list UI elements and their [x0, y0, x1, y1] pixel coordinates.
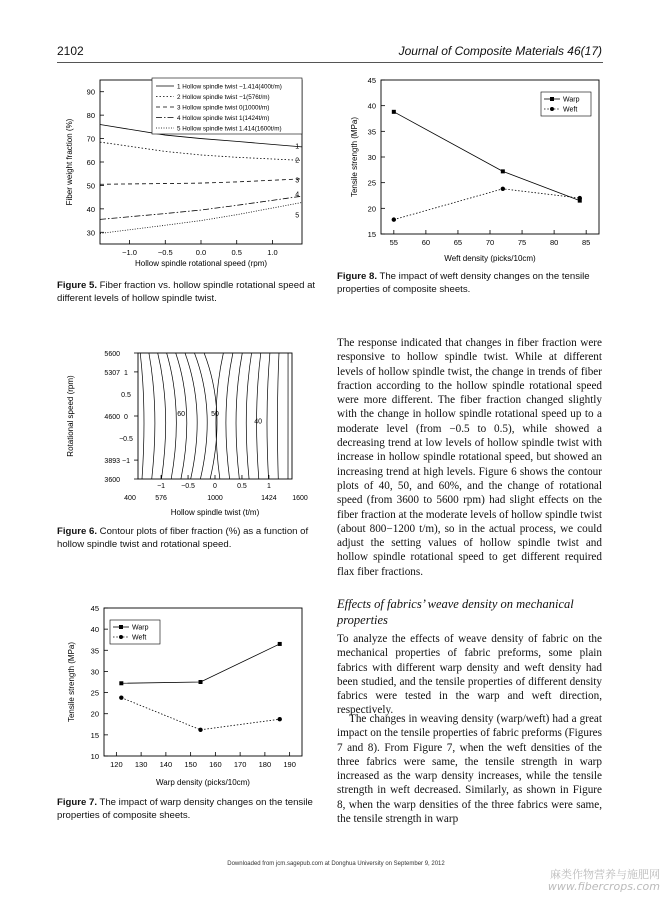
fig7-legend-marker — [119, 625, 123, 629]
fig7-caption-label: Figure 7. — [57, 797, 97, 808]
download-note: Downloaded from jcm.sagepub.com at Donghua University on September 9, 2012 — [227, 861, 445, 867]
fig6-xtick-inner-label: 1 — [266, 483, 271, 490]
fig6-xtick-outer-label: 400 — [124, 495, 136, 502]
fig7-caption — [57, 796, 322, 822]
fig6-contour-line — [140, 353, 144, 479]
fig5-ytick-label: 90 — [86, 87, 95, 97]
figure-7-chart — [60, 598, 320, 793]
fig7-point-warp — [119, 681, 123, 685]
fig5-xtick-label: −1.0 — [122, 248, 137, 257]
fig5-ytick-label: 50 — [86, 181, 95, 191]
paragraph-2: To analyze the effects of weave density of fabric on the mechanical properties of fabric preforms, some plain fabrics with different warp density and weft density had been studied, and the tensile properties of different density fabrics were tested in the warp and weft direction, respectively. — [337, 633, 602, 717]
fig6-xtick-outer-label: 576 — [155, 495, 167, 502]
fig5-xtick-label: 0.5 — [231, 248, 242, 257]
fig7-series-warp — [121, 644, 279, 683]
fig8-ytick-label: 25 — [367, 178, 376, 188]
fig7-caption-text: The impact of warp density changes on the tensile properties of composite sheets. — [57, 797, 313, 821]
fig7-ylabel: Tensile strength (MPa) — [67, 641, 76, 723]
fig6-caption-label: Figure 6. — [57, 526, 97, 537]
fig7-ytick-label: 20 — [90, 709, 99, 719]
fig6-xtick-inner-label: 0 — [213, 483, 217, 490]
fig8-series-weft — [394, 189, 580, 220]
fig6-contour-label-50: 50 — [211, 411, 219, 418]
fig7-ytick-label: 25 — [90, 688, 99, 698]
fig5-ytick-label: 60 — [86, 158, 95, 167]
fig6-contour-line — [167, 353, 177, 479]
fig6-contour-line — [246, 353, 251, 479]
fig6-ytick-inner-label: −0.5 — [119, 436, 133, 444]
fig8-ytick-label: 45 — [367, 76, 376, 85]
fig5-ytick-label: 40 — [86, 204, 95, 214]
fig7-point-weft — [119, 695, 123, 699]
fig6-contour-line — [149, 353, 155, 479]
journal-title: Journal of Composite Materials 46(17) — [398, 44, 602, 58]
fig7-xtick-label: 160 — [209, 760, 222, 769]
fig5-curve-3 — [100, 179, 302, 184]
paragraph-1: The response indicated that changes in fiber fraction were responsive to hollow spindle twist. While at different levels of hollow spindle twist, the change in trends of fiber fraction according to the hollow spindle rotational speed were more different. The fiber fraction changed slightly with the change in hollow spindle rotational speed up to a moderate level (from −0.5 to 0.5), while showed a decreasing trend at low levels of hollow spindle twist with increase in hollow spindle rotational speed, but showed an increasing trend at high levels. Figure 6 shows the contour plots of 40, 50, and 60%, and the change of rotational speed (from 3600 to 5600 rpm) had slight effects on the fiber fraction at the moderate levels of hollow spindle twist (about 800−1200 t/m), so in the actual process, we could adjust the setting values of hollow spindle twist and hollow spindle rotational speed to get different required flax fiber fractions. — [337, 337, 603, 578]
fig5-xtick-label: 1.0 — [267, 248, 278, 257]
fig5-legend-item-3: 3 Hollow spindle twist 0(1000t/m) — [177, 104, 270, 112]
fig5-ylabel: Fiber weight fraction (%) — [65, 118, 74, 206]
fig6-xtick-inner-label: −1 — [157, 483, 166, 490]
fig5-caption — [57, 279, 322, 305]
figure-6-chart — [60, 340, 320, 520]
fig7-xtick-label: 120 — [110, 760, 123, 769]
fig8-ytick-label: 20 — [367, 204, 376, 214]
section-heading: Effects of fabrics’ weave density on mechanical properties — [337, 597, 574, 627]
fig6-xtick-inner-label: 0.5 — [237, 483, 247, 490]
fig5-xtick-label: −0.5 — [157, 248, 173, 257]
fig7-xtick-label: 180 — [258, 760, 272, 769]
fig7-ytick-label: 10 — [90, 752, 99, 761]
fig8-point-weft — [501, 187, 505, 191]
fig5-legend-item-4: 4 Hollow spindle twist 1(1424t/m) — [177, 115, 270, 122]
fig5-xtick-label: 0.0 — [195, 248, 207, 257]
paragraph-3: The changes in weaving density (warp/weft) had a great impact on the tensile properties of fabric preforms (Figures 7 and 8). From Figure 7, when the weft densities of the three fabrics were same, the tensile strength in warp increased as the warp density increases, while the tensile strength in weft decreased. Similarly, as shown in Figure 8, when the warp densities of the three fabrics were same, the tensile strength in warp — [337, 713, 602, 826]
fig6-xtick-outer-label: 1600 — [292, 495, 308, 502]
fig7-ytick-label: 40 — [90, 625, 99, 635]
fig6-xlabel: Hollow spindle twist (t/m) — [170, 508, 260, 517]
fig8-caption-label: Figure 8. — [337, 271, 377, 282]
fig8-xtick-label: 75 — [517, 238, 527, 247]
figure-5-chart — [60, 70, 320, 275]
fig5-curve-label-4: 4 — [295, 191, 300, 199]
fig5-ytick-label: 80 — [86, 111, 95, 121]
fig6-contour-label-60: 60 — [177, 411, 186, 418]
fig5-caption-label: Figure 5. — [57, 280, 97, 291]
fig8-xtick-label: 65 — [453, 238, 463, 247]
fig5-curve-5 — [100, 202, 302, 233]
fig6-ytick-outer-label: 5307 — [104, 369, 120, 377]
fig8-xlabel: Weft density (picks/10cm) — [444, 254, 536, 263]
fig6-caption-text: Contour plots of fiber fraction (%) as a function of hollow spindle twist and rotational speed. — [57, 526, 309, 550]
fig7-ytick-label: 30 — [90, 667, 99, 677]
fig6-contour-line — [158, 353, 166, 479]
fig7-series-weft — [121, 698, 279, 730]
fig7-xtick-label: 170 — [233, 760, 247, 769]
fig7-legend-label: Warp — [132, 624, 149, 632]
fig6-contour-line — [257, 353, 261, 479]
fig5-curve-label-3: 3 — [295, 177, 300, 185]
fig6-ytick-inner-label: 0.5 — [121, 391, 131, 399]
fig8-point-warp — [392, 110, 396, 114]
fig8-xtick-label: 80 — [549, 238, 559, 247]
fig5-curve-label-5: 5 — [295, 212, 300, 220]
fig6-ytick-outer-label: 3600 — [104, 477, 120, 484]
fig5-caption-text: Fiber fraction vs. hollow spindle rotational speed at different levels of hollow spindle twist. — [57, 280, 316, 304]
fig5-curve-2 — [100, 142, 302, 160]
fig6-ytick-inner-label: 1 — [124, 369, 128, 377]
fig7-point-warp — [278, 642, 282, 646]
fig7-xtick-label: 190 — [283, 760, 296, 769]
fig8-legend-marker — [550, 107, 554, 111]
fig5-curve-label-1: 1 — [295, 143, 300, 151]
fig5-legend-item-5: 5 Hollow spindle twist 1.414(1600t/m) — [177, 125, 282, 133]
fig6-contour-line — [267, 353, 270, 479]
fig6-xtick-outer-label: 1424 — [261, 495, 277, 502]
fig5-ytick-label: 30 — [86, 228, 95, 238]
fig7-legend-label: Weft — [132, 634, 147, 642]
fig6-contour-label-40: 40 — [254, 418, 263, 426]
fig6-contour-line — [226, 353, 233, 479]
fig5-legend-item-1: 1 Hollow spindle twist −1.414(400t/m) — [177, 83, 282, 91]
fig6-ytick-inner-label: −1 — [122, 458, 130, 466]
fig7-xtick-label: 140 — [159, 760, 173, 769]
fig5-curve-4 — [100, 196, 302, 219]
fig7-ytick-label: 15 — [90, 730, 99, 740]
fig6-ytick-inner-label: 0 — [124, 414, 128, 421]
fig8-ytick-label: 30 — [367, 153, 376, 162]
fig8-caption-text: The impact of weft density changes on the tensile properties of composite sheets. — [337, 271, 590, 295]
fig8-point-weft — [578, 196, 582, 200]
fig5-xlabel: Hollow spindle rotational speed (rpm) — [134, 259, 268, 268]
fig8-ytick-label: 40 — [367, 101, 376, 111]
fig8-point-weft — [392, 217, 396, 221]
fig8-point-warp — [501, 169, 505, 173]
fig7-point-weft — [278, 717, 282, 721]
watermark-url: www.fibercrops.com — [547, 880, 660, 893]
figure-8-chart — [345, 70, 610, 270]
fig8-legend-label: Weft — [563, 106, 578, 114]
fig8-xtick-label: 70 — [485, 238, 495, 247]
page-number: 2102 — [57, 44, 84, 58]
fig8-ylabel: Tensile strength (MPa) — [350, 116, 359, 198]
fig8-series-warp — [394, 112, 580, 201]
fig6-ytick-outer-label: 4600 — [104, 414, 120, 421]
fig6-caption — [57, 525, 322, 551]
fig6-xtick-inner-label: −0.5 — [181, 483, 195, 490]
fig7-xtick-label: 130 — [134, 760, 148, 769]
fig8-caption — [337, 270, 607, 296]
fig5-ytick-label: 70 — [86, 134, 95, 144]
fig5-curve-label-2: 2 — [295, 157, 300, 165]
fig8-xtick-label: 60 — [421, 238, 431, 247]
fig5-legend-item-2: 2 Hollow spindle twist −1(576t/m) — [177, 94, 270, 101]
fig7-ytick-label: 35 — [90, 646, 99, 656]
fig8-legend-marker — [550, 97, 554, 101]
fig6-xtick-outer-label: 1000 — [207, 495, 223, 502]
fig7-xtick-label: 150 — [184, 760, 197, 769]
fig6-contour-line — [194, 353, 207, 479]
watermark-cn: 麻类作物营养与施肥网 — [550, 868, 660, 881]
fig7-legend-marker — [119, 635, 123, 639]
header-rule — [57, 62, 603, 63]
fig8-xtick-label: 55 — [389, 238, 398, 247]
fig7-point-weft — [198, 728, 202, 732]
fig7-point-warp — [199, 680, 203, 684]
fig7-xlabel: Warp density (picks/10cm) — [156, 778, 250, 787]
fig6-ylabel: Rotational speed (rpm) — [66, 375, 75, 457]
fig7-ytick-label: 45 — [90, 604, 99, 613]
fig8-ytick-label: 35 — [367, 127, 376, 137]
fig6-contour-line — [277, 353, 279, 479]
fig6-ytick-outer-label: 5600 — [104, 351, 120, 358]
fig8-ytick-label: 15 — [367, 230, 376, 239]
fig8-legend-label: Warp — [563, 96, 580, 104]
fig8-xtick-label: 85 — [582, 238, 591, 247]
fig6-ytick-outer-label: 3893 — [104, 458, 120, 466]
fig6-contour-line — [236, 353, 242, 479]
